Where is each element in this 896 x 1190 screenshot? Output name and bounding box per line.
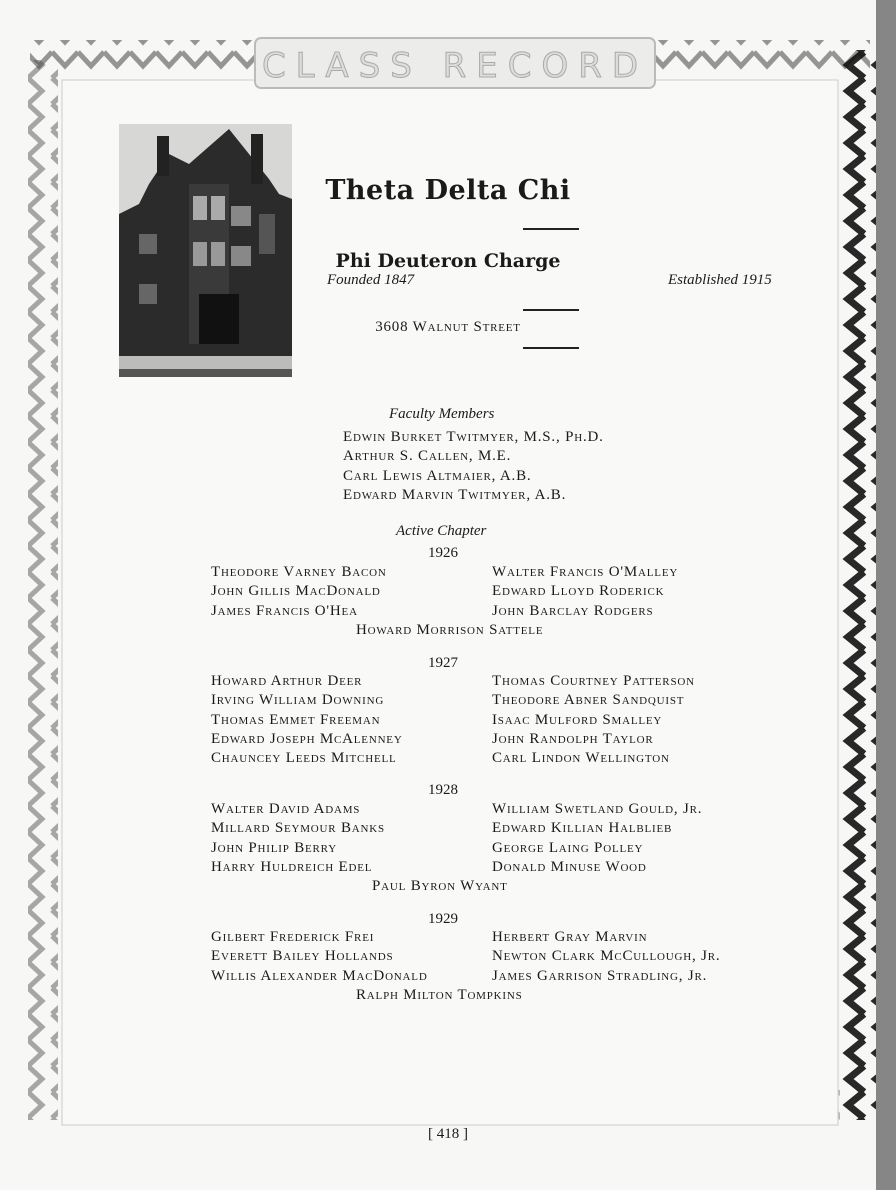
member-name: Newton Clark McCullough, Jr. <box>492 948 721 965</box>
faculty-member: Arthur S. Callen, M.E. <box>343 448 512 465</box>
member-name: Edward Joseph McAlenney <box>211 730 403 747</box>
page-title: Theta Delta Chi <box>325 175 571 206</box>
member-name: Everett Bailey Hollands <box>211 948 394 965</box>
member-name: Edward Killian Halblieb <box>492 820 673 837</box>
member-name: Isaac Mulford Smalley <box>492 711 663 728</box>
active-chapter-heading: Active Chapter <box>396 523 487 539</box>
member-name: Walter Francis O'Malley <box>492 564 679 580</box>
member-name: John Philip Berry <box>211 839 337 856</box>
class-year: 1929 <box>428 911 458 927</box>
class-left-column <box>211 800 385 877</box>
member-name: Thomas Emmet Freeman <box>211 711 381 728</box>
class-left-column <box>211 563 387 621</box>
class-right-column <box>492 928 720 986</box>
founded-label: Founded 1847 <box>327 272 415 288</box>
member-name-centered <box>356 621 543 640</box>
class-year: 1927 <box>428 655 458 671</box>
header-banner: CLASS RECORD <box>261 46 649 86</box>
faculty-list <box>343 428 604 505</box>
member-name: Ralph Milton Tompkins <box>356 987 523 1003</box>
member-name: John Randolph Taylor <box>492 730 654 747</box>
class-year: 1926 <box>428 545 458 561</box>
address-rule-bottom <box>523 347 579 349</box>
address: 3608 Walnut Street <box>375 319 521 335</box>
title-rule <box>523 228 579 230</box>
member-name: Donald Minuse Wood <box>492 858 647 875</box>
chapter-subtitle: Phi Deuteron Charge <box>335 250 561 272</box>
faculty-member: Edward Marvin Twitmyer, A.B. <box>343 486 567 503</box>
faculty-member: Edwin Burket Twitmyer, M.S., Ph.D. <box>343 429 604 445</box>
member-name: Edward Lloyd Roderick <box>492 583 665 600</box>
page-number: [ 418 ] <box>428 1126 468 1142</box>
class-right-column <box>492 563 678 621</box>
established-label: Established 1915 <box>668 272 772 288</box>
class-right-column <box>492 800 702 877</box>
member-name: Carl Lindon Wellington <box>492 750 670 767</box>
member-name: Harry Huldreich Edel <box>211 858 373 875</box>
class-left-column <box>211 672 403 768</box>
faculty-member: Carl Lewis Altmaier, A.B. <box>343 467 532 484</box>
member-name: Howard Morrison Sattele <box>356 622 544 638</box>
member-name: Walter David Adams <box>211 801 361 817</box>
member-name: Herbert Gray Marvin <box>492 929 648 945</box>
member-name: James Francis O'Hea <box>211 602 358 619</box>
member-name: William Swetland Gould, Jr. <box>492 801 703 817</box>
member-name-centered <box>356 986 523 1005</box>
address-rule-top <box>523 309 579 311</box>
member-name: Gilbert Frederick Frei <box>211 929 375 945</box>
member-name: Thomas Courtney Patterson <box>492 673 695 689</box>
member-name: John Gillis MacDonald <box>211 583 381 600</box>
member-name: James Garrison Stradling, Jr. <box>492 967 708 984</box>
member-name: Howard Arthur Deer <box>211 673 363 689</box>
member-name: John Barclay Rodgers <box>492 602 654 619</box>
class-right-column <box>492 672 695 768</box>
member-name: Paul Byron Wyant <box>372 878 508 894</box>
member-name: George Laing Polley <box>492 839 644 856</box>
member-name: Willis Alexander MacDonald <box>211 967 428 984</box>
member-name-centered <box>372 877 508 896</box>
member-name: Theodore Abner Sandquist <box>492 692 685 709</box>
member-name: Millard Seymour Banks <box>211 820 385 837</box>
class-year: 1928 <box>428 782 458 798</box>
member-name: Irving William Downing <box>211 692 385 709</box>
faculty-heading: Faculty Members <box>389 406 495 422</box>
member-name: Theodore Varney Bacon <box>211 564 387 580</box>
member-name: Chauncey Leeds Mitchell <box>211 750 397 767</box>
class-left-column <box>211 928 428 986</box>
